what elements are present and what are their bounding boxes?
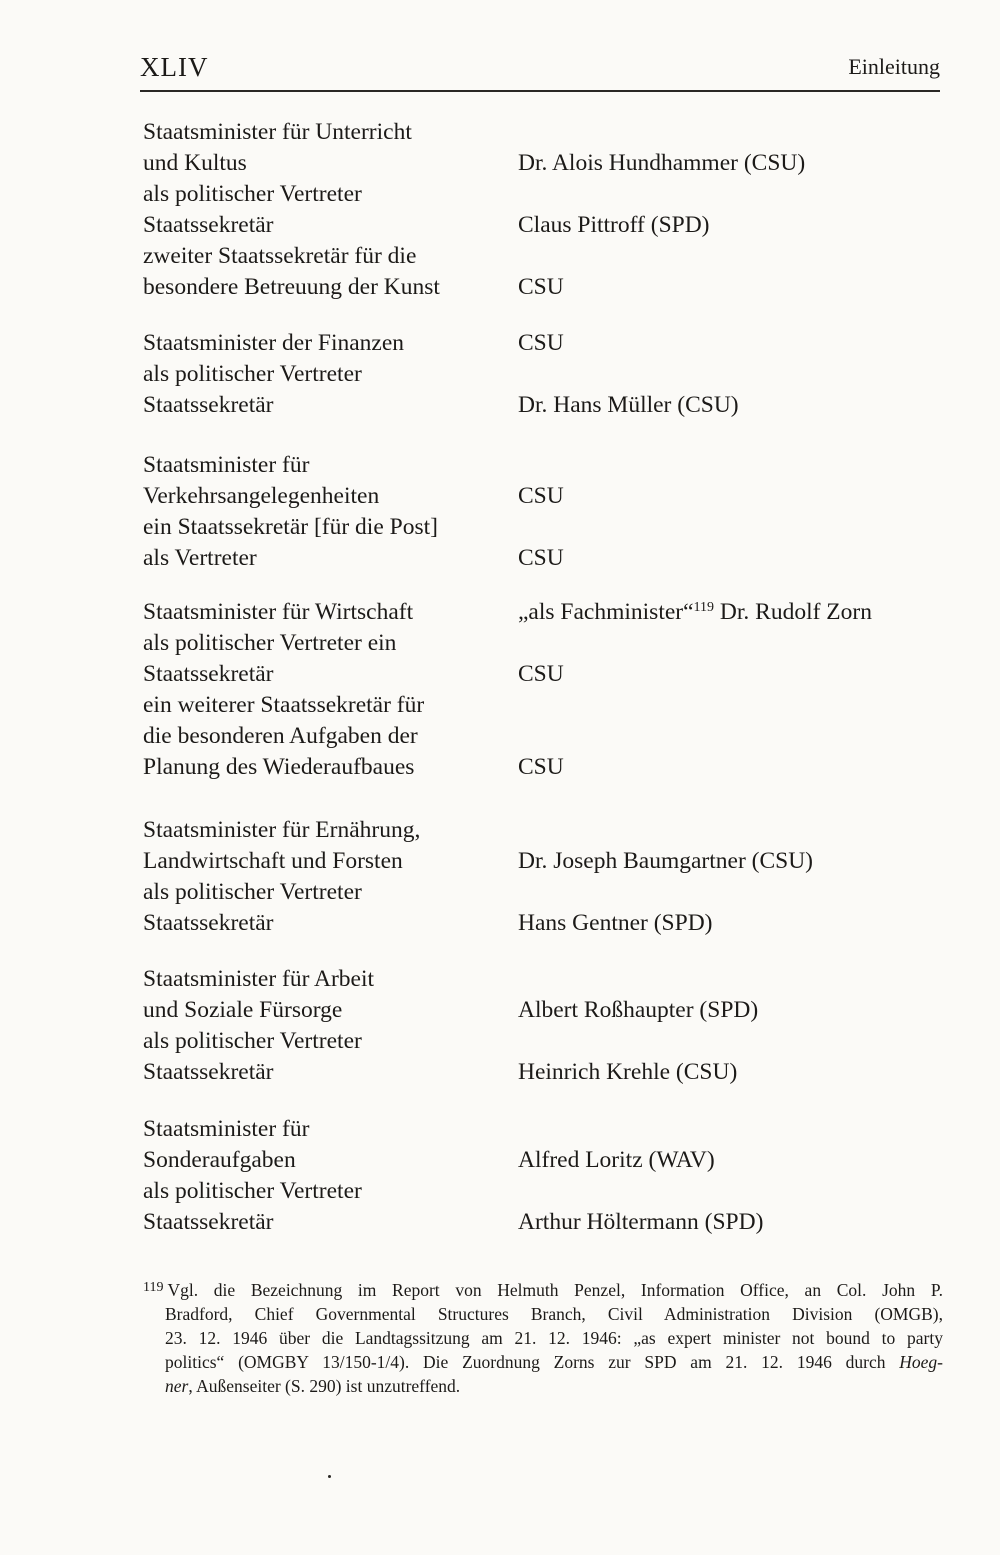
office-label: und Kultus [143,150,247,176]
holder-name: Dr. Joseph Baumgartner (CSU) [518,848,814,874]
office-label: besondere Betreuung der Kunst [143,274,440,300]
running-header [140,50,940,92]
footnote-line [143,1374,943,1398]
office-label: als politischer Vertreter [143,361,362,387]
list-row [143,481,943,512]
office-label: und Soziale Fürsorge [143,997,343,1023]
list-row [143,995,943,1026]
holder-name: CSU [518,330,564,356]
holder-name [518,597,872,628]
list-row [143,359,943,390]
holder-name: Claus Pittroff (SPD) [518,212,710,238]
ministry-block-unterricht [143,117,943,303]
office-label: als Vertreter [143,545,257,571]
holder-name: Albert Roßhaupter (SPD) [518,997,759,1023]
office-label: Landwirtschaft und Forsten [143,848,403,874]
ministry-block-verkehr [143,450,943,574]
office-label: Planung des Wiederaufbaues [143,754,415,780]
office-label: Staatsminister für Unterricht [143,119,412,145]
list-row [143,1176,943,1207]
ministry-block-arbeit [143,964,943,1088]
footnote-author: Hoeg- [899,1352,943,1372]
list-row [143,117,943,148]
holder-name: Alfred Loritz (WAV) [518,1147,715,1173]
office-label: zweiter Staatssekretär für die [143,243,417,269]
list-row [143,597,943,628]
footnote-text: Vgl. die Bezeichnung im Report von Helmuth Penzel, Information Office, an Col. John P. [167,1280,943,1300]
office-label: als politischer Vertreter ein [143,630,397,656]
list-row [143,964,943,995]
office-label: Staatssekretär [143,392,274,418]
footnote-119 [143,1276,943,1398]
list-row [143,179,943,210]
holder-name: CSU [518,754,564,780]
list-row [143,272,943,303]
holder-name: Dr. Hans Müller (CSU) [518,392,739,418]
list-row [143,721,943,752]
footnote-line: Bradford, Chief Governmental Structures Branch, Civil Administration Division (OMGB), [165,1304,943,1324]
ministry-block-sonderaufgaben [143,1114,943,1238]
ministry-block-finanzen [143,328,943,421]
list-row [143,148,943,179]
list-row [143,390,943,421]
holder-name: Hans Gentner (SPD) [518,910,713,936]
list-row [143,1026,943,1057]
office-label: Staatsminister für [143,452,310,478]
holder-name: CSU [518,661,564,687]
list-row [143,659,943,690]
footnote-line [143,1276,943,1302]
office-label: die besonderen Aufgaben der [143,723,418,749]
holder-name: CSU [518,483,564,509]
list-row [143,210,943,241]
office-label: als politischer Vertreter [143,1178,362,1204]
list-row [143,1207,943,1238]
office-label: ein weiterer Staatssekretär für [143,692,425,718]
office-label: Staatssekretär [143,1059,274,1085]
list-row [143,1145,943,1176]
office-label: Staatsminister für Arbeit [143,966,375,992]
footnote-author: ner [165,1376,189,1396]
list-row [143,543,943,574]
list-row [143,450,943,481]
list-row [143,1057,943,1088]
office-label: Verkehrsangelegenheiten [143,483,380,509]
office-label: Sonderaufgaben [143,1147,296,1173]
list-row [143,1114,943,1145]
list-row [143,241,943,272]
footnote-reference: 119 [693,600,715,615]
office-label: Staatssekretär [143,910,274,936]
running-title: Einleitung [848,54,940,79]
holder-name: Dr. Alois Hundhammer (CSU) [518,150,806,176]
page-number: XLIV [140,52,209,82]
list-row [143,815,943,846]
office-label: Staatsminister der Finanzen [143,330,405,356]
footnote-marker: 119 [143,1280,164,1295]
office-label: als politischer Vertreter [143,181,362,207]
holder-prefix: „als Fachminister“ [518,599,694,625]
office-label: Staatssekretär [143,661,274,687]
list-row [143,752,943,783]
list-row [143,512,943,543]
list-row [143,908,943,939]
footnote-text: politics“ (OMGBY 13/150-1/4). Die Zuordnung Zorns zur SPD am 21. 12. 1946 durch [165,1352,900,1372]
holder-suffix: Dr. Rudolf Zorn [714,599,872,625]
list-row [143,328,943,359]
office-label: Staatssekretär [143,1209,274,1235]
holder-name: Arthur Höltermann (SPD) [518,1209,764,1235]
office-label: Staatssekretär [143,212,274,238]
footnote-line: 23. 12. 1946 über die Landtagssitzung am 21. 12. 1946: „as expert minister not bound to party [165,1328,943,1348]
ministry-block-ernaehrung [143,815,943,939]
office-label: Staatsminister für Wirtschaft [143,599,414,625]
list-row [143,877,943,908]
holder-name: CSU [518,545,564,571]
office-label: als politischer Vertreter [143,879,362,905]
list-row [143,628,943,659]
footnote-text: , Außenseiter (S. 290) ist unzutreffend. [188,1376,461,1396]
office-label: ein Staatssekretär [für die Post] [143,514,438,540]
holder-name: Heinrich Krehle (CSU) [518,1059,738,1085]
footnote-line [143,1350,943,1374]
ministry-block-wirtschaft [143,597,943,783]
list-row [143,690,943,721]
stray-dot [328,1475,331,1478]
holder-name: CSU [518,274,564,300]
office-label: als politischer Vertreter [143,1028,362,1054]
list-row [143,846,943,877]
office-label: Staatsminister für [143,1116,310,1142]
office-label: Staatsminister für Ernährung, [143,817,421,843]
